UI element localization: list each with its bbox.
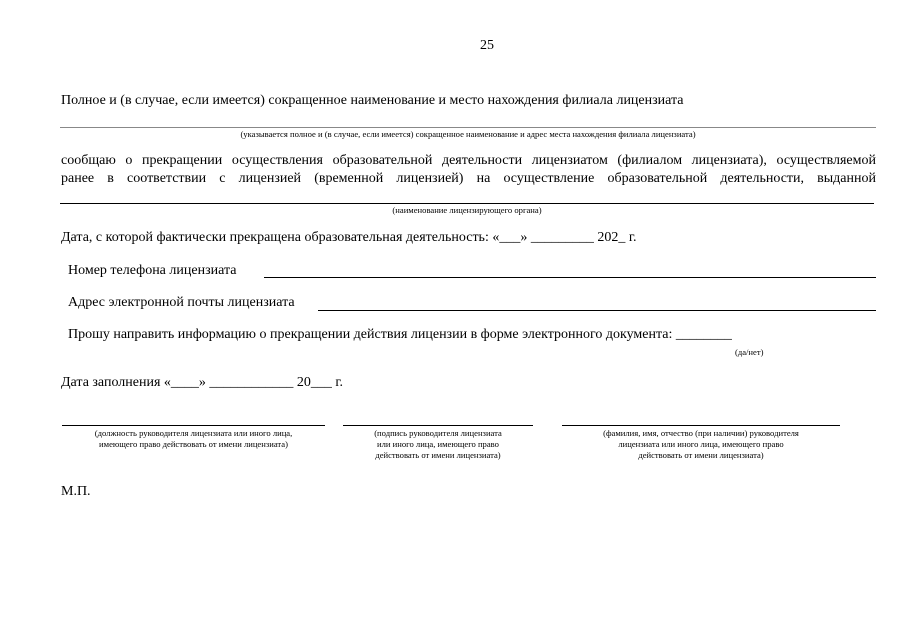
licensing-authority-caption: (наименование лицензирующего органа) [392,205,542,215]
signature-caption-line-3: действовать от имени лицензиата) [375,450,501,460]
electronic-document-request[interactable]: Прошу направить информацию о прекращении действия лицензии в форме электронного документа: ________ [68,327,732,342]
notice-paragraph-line-1: сообщаю о прекращении осуществления образовательной деятельности лицензиатом (филиалом лицензиата), осуществляемой [61,153,876,168]
branch-name-label: Полное и (в случае, если имеется) сокращенное наименование и место нахождения филиала лицензиата [61,93,684,108]
page-number: 25 [480,38,494,53]
phone-label: Номер телефона лицензиата [68,263,237,278]
notice-paragraph-line-2: ранее в соответствии с лицензией (временной лицензией) на осуществление образовательной деятельности, выданной [61,171,876,186]
fill-date-line[interactable]: Дата заполнения «____» ____________ 20___ г. [61,375,344,390]
email-label: Адрес электронной почты лицензиата [68,295,295,310]
signature-caption-line-2: или иного лица, имеющего право [377,439,499,449]
email-field-line[interactable] [318,310,876,311]
branch-name-caption: (указывается полное и (в случае, если имеется) сокращенное наименование и адрес места нахождения филиала лицензиата) [240,129,696,139]
signature-caption [343,428,533,461]
termination-date-line[interactable]: Дата, с которой фактически прекращена образовательная деятельность: «___» _________ 202_ г. [61,230,637,245]
yes-no-caption: (да/нет) [735,347,764,357]
signature-caption-line-1: (подпись руководителя лицензиата [374,428,502,438]
position-caption [62,428,325,450]
position-caption-line-2: имеющего право действовать от имени лицензиата) [99,439,288,449]
full-name-caption-line-2: лицензиата или иного лица, имеющего право [618,439,784,449]
signature-field-line[interactable] [343,425,533,426]
phone-field-line[interactable] [264,277,876,278]
full-name-caption [562,428,840,461]
licensing-authority-field-line[interactable] [60,203,874,204]
stamp-label: М.П. [61,484,91,499]
full-name-caption-line-3: действовать от имени лицензиата) [638,450,764,460]
position-caption-line-1: (должность руководителя лицензиата или иного лица, [94,428,293,438]
full-name-field-line[interactable] [562,425,840,426]
branch-name-field-line[interactable] [60,127,876,128]
position-field-line[interactable] [62,425,325,426]
full-name-caption-line-1: (фамилия, имя, отчество (при наличии) руководителя [603,428,799,438]
